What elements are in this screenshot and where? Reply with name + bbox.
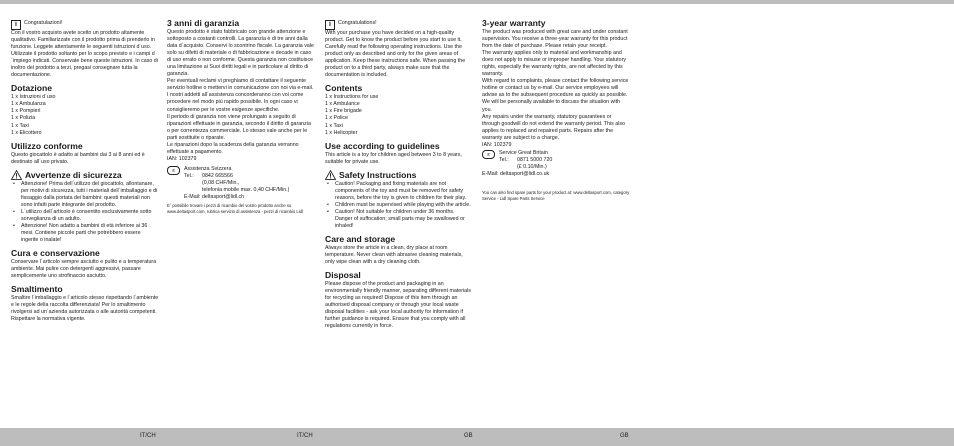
list-item: 1 x Istruzioni d´uso	[11, 94, 56, 101]
service-block	[167, 166, 314, 201]
service-email: E-Mail: deltasport@lidl.ch	[184, 194, 245, 201]
heading-smaltimento: Smaltimento	[11, 284, 63, 295]
list-item: • Children must be supervised while playing with the article.	[331, 202, 472, 209]
price-line-1: (£ 0.10/Min.)	[517, 163, 547, 170]
heading-warranty: 3-year warranty	[482, 18, 546, 28]
garanzia-p1: Questo prodotto è stato fabbricato con grande attenzione e sottoposto a costanti controlli. La garanzia è di tre anni dalla data d´acquisto. Conservi lo scontrino fiscale. La garanzia vale solo su difetti di materiale o di fabbricazione e decade in caso di uso errato o non conforme. Questa garanzia non costituisce una limitazione ai Suoi diritti legali e in particolare al diritto di garanzia.	[167, 29, 314, 78]
ian-number: IAN: 102379	[482, 141, 512, 148]
page-footer-1: IT/CH	[140, 433, 156, 439]
smaltimento-text: Smaltire l´imballaggio e l´articolo stesso rispettando l´ambiente e le regole della raccolta differenziata! Per lo smaltimento rivolgersi ad un´azienda autorizzata o alle autorità competenti. Rispettare la normativa vigente.	[11, 295, 159, 323]
list-item: • Attenzione! Prima dell´utilizzo del giocattolo, allontanare, per motivi di sicurezza, tutti i materiali dell´imballaggio e di fissaggio dalla portata dei bambini: questi materiali non sono infatti parte integrante del prodotto.	[17, 181, 159, 209]
list-item: • Caution! Not suitable for children under 36 months. Danger of suffocation; small parts may be swallowed or inhaled!	[331, 209, 472, 230]
top-bar	[0, 0, 954, 4]
heading-avvertenze-row	[11, 170, 159, 180]
heading-avvertenze: Avvertenze di sicurezza	[25, 169, 122, 180]
dotazione-list	[11, 94, 159, 136]
list-item: 1 x Taxi	[11, 122, 29, 129]
list-item: 1 x Police	[325, 115, 348, 122]
congrats-row	[11, 20, 159, 30]
care-text: Always store the article in a clean, dry place at room temperature. Never clean with abrasive cleaning materials, only wipe clean with a dry cleaning cloth.	[325, 245, 463, 266]
page-footer-4: GB	[620, 433, 629, 439]
utilizzo-text: Questo giocattolo è adatto ai bambini dai 3 ai 8 anni ed è destinato all´uso privato.	[11, 151, 145, 165]
list-item: 1 x Ambulance	[325, 101, 360, 108]
page-footer-2: IT/CH	[297, 433, 313, 439]
list-item: 1 x Elicottero	[11, 129, 42, 136]
list-item: 1 x Taxi	[325, 122, 343, 129]
garanzia-p2: Per eventuali reclami vi preghiamo di contattare il seguente servizio hotline o mettervi in comunicazione con noi via e-mail. I nostri addetti all´assistenza concorderanno con voi come procedere nel modo più rapido possibile. In ogni caso vi consiglieremo per le vostre esigenze specifiche.	[167, 78, 314, 113]
service-details	[184, 166, 314, 201]
warning-icon	[11, 170, 22, 180]
info-icon: i	[11, 20, 21, 30]
disposal-text: Please dispose of the product and packaging in an environmentally friendly manner, separating different materials for recycling as required! Dispose of this item through an authorised disposal company or through your local waste disposal facilities - ask your local authority for information if further guidance is required. Ensure that you comply with all regulations currently in force.	[325, 281, 471, 330]
list-item: 1 x Fire brigade	[325, 108, 362, 115]
column-gb-1	[325, 20, 472, 331]
safety-list	[325, 181, 472, 230]
heading-safety-row	[325, 170, 472, 180]
service-tel-row	[184, 173, 314, 194]
service-block	[482, 150, 630, 171]
list-item: • L´utilizzo dell´articolo è consentito esclusivamente sotto sorveglianza di un adulto.	[17, 209, 159, 223]
list-item: 1 x Pompieri	[11, 108, 41, 115]
spare-parts-note: E´ possibile trovare i pezzi di ricambio del vostro prodotto anche su www.deltasport.com, rubrica servizio di assistenza - pezzi di ricambio Lidl	[167, 203, 303, 214]
service-name: Service Great Britain	[499, 149, 548, 156]
list-item: • Caution! Packaging and fixing materials are not components of the toy and must be removed for safety reasons, before the toy is given to children for their play.	[331, 181, 472, 202]
heading-utilizzo: Utilizzo conforme	[11, 140, 83, 151]
tel-value: 0842 665566	[202, 172, 233, 179]
avvertenze-list	[11, 181, 159, 244]
heading-cura: Cura e conservazione	[11, 248, 100, 259]
use-text: This article is a toy for children aged between 3 to 8 years, suitable for private use.	[325, 151, 462, 165]
tel-value: 0871 5000 720	[517, 156, 553, 163]
congrats-row	[325, 20, 472, 30]
intro-text: With your purchase you have decided on a high-quality product. Get to know the product before you start to use it. Carefully read the following operating instructions. Use the product only as described and only for the given areas of application. Keep these instructions safe. When passing the product on to a third party, always make sure that the documentation is included.	[325, 30, 466, 79]
garanzia-p3: Il periodo di garanzia non viene prolungato a seguito di riparazioni effettuate in garanzia, secondo il diritto di garanzia o per correntezza commerciale. Lo stesso vale anche per le parti sostituite o riparate.	[167, 113, 311, 141]
congrats-label: Congratulations!	[338, 20, 377, 26]
service-icon: ✆	[482, 150, 495, 159]
contents-list	[325, 94, 472, 136]
heading-contents: Contents	[325, 83, 363, 94]
warranty-p3: With regard to complaints, please contact the following service hotline or contact us by e-mail. Our service employees will advise as to the subsequent procedure as quickly as possible. We will be personally available to discuss the situation with you.	[482, 78, 629, 113]
ian-number: IAN: 102379	[167, 155, 197, 162]
column-it-2	[167, 20, 314, 214]
list-item: 1 x Ambulanza	[11, 101, 46, 108]
list-item: 1 x Instructions for use	[325, 94, 379, 101]
intro-text: Con il vostro acquisto avete scelto un prodotto altamente qualitativo. Familiarizzate con il prodotto prima di prenderlo in funzione. Leggete attentamente le seguenti istruzioni d´uso. Utilizzate il prodotto soltanto per lo scopo previsto e i campi d´impiego indicati. Conservate bene queste istruzioni. In caso di inoltro del prodotto a terzi, pregasi consegnare tutta la documentazione.	[11, 30, 158, 79]
garanzia-p4: Le riparazioni dopo la scadenza della garanzia verranno effettuate a pagamento.	[167, 141, 299, 155]
list-item: • Attenzione! Non adatto a bambini di età inferiore ai 36 mesi. Contiene piccole parti che potrebbero essere ingerite o inalate!	[17, 223, 159, 244]
page-footer-3: GB	[464, 433, 473, 439]
heading-safety: Safety Instructions	[339, 169, 417, 180]
price-line-2: telefonia mobile max. 0,40 CHF/Min.)	[202, 187, 290, 194]
heading-garanzia: 3 anni di garanzia	[167, 18, 240, 28]
heading-use: Use according to guidelines	[325, 140, 440, 151]
service-name: Assistenza Svizzera	[184, 165, 232, 172]
price-line-1: (0,08 CHF/Min.,	[202, 179, 240, 186]
service-tel-row	[499, 157, 630, 171]
tel-label: Tel.:	[184, 172, 194, 179]
info-icon: i	[325, 20, 335, 30]
service-email: E-Mail: deltasport@lidl.co.uk	[482, 170, 550, 177]
warranty-p1: The product was produced with great care and under constant supervision. You receive a three-year warranty for this product from the date of purchase. Please retain your receipt.	[482, 29, 628, 50]
service-icon: ✆	[167, 166, 180, 175]
tel-label: Tel.:	[499, 156, 509, 163]
list-item: 1 x Helicopter	[325, 129, 358, 136]
spare-parts-note: You can also find spare parts for your product at: www.deltasport.com, category Service - Lidl Spare Parts Service	[482, 189, 630, 201]
column-it-1	[11, 20, 159, 323]
cura-text: Conservare l´articolo sempre asciutto e pulito e a temperatura ambiente. Mai pulire con detergenti aggressivi, passare semplicemente uno strofinaccio asciutto.	[11, 259, 157, 280]
heading-care: Care and storage	[325, 234, 396, 245]
heading-dotazione: Dotazione	[11, 83, 53, 94]
service-details	[499, 150, 630, 171]
warning-icon	[325, 170, 336, 180]
column-gb-2	[482, 20, 630, 201]
warranty-p4: Any repairs under the warranty, statutory guarantees or through goodwill do not extend the warranty period. This also applies to replaced and repaired parts. Repairs after the warranty are subject to a charge.	[482, 113, 626, 141]
heading-disposal: Disposal	[325, 270, 361, 281]
congrats-label: Congratulazioni!	[24, 20, 63, 26]
list-item: 1 x Polizia	[11, 115, 36, 122]
warranty-p2: The warranty applies only to material and workmanship and does not apply to misuse or improper handling. Your statutory rights, especially the warranty rights, are not affected by this warranty.	[482, 50, 626, 78]
